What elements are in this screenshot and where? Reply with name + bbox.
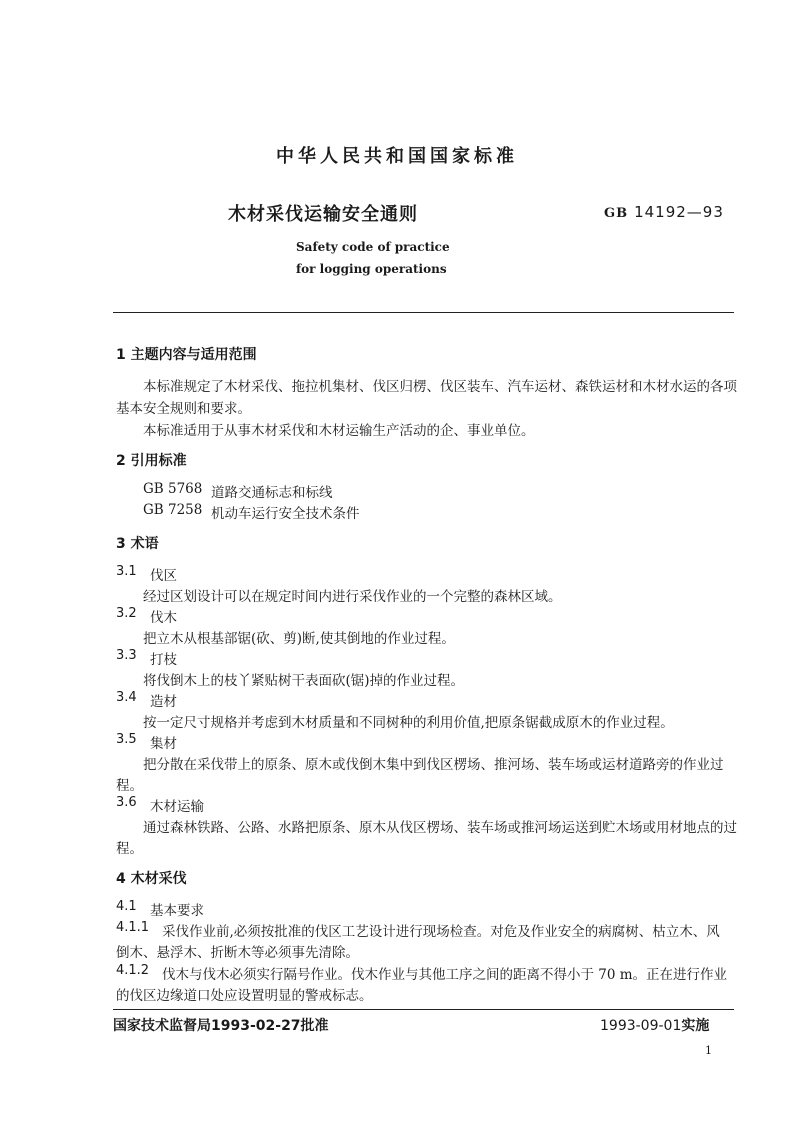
reference-2-name: 机动车运行安全技术条件 [211, 506, 360, 522]
section-4-heading: 4 木材采伐 [116, 871, 187, 887]
term-3-1-name: 伐区 [150, 568, 177, 584]
clause-4-1-1-number: 4.1.1 [116, 920, 150, 935]
effective-date: 1993-09-01 [600, 1018, 682, 1034]
term-3-6-number: 3.6 [116, 795, 137, 810]
effective-label: 实施 [681, 1018, 710, 1034]
section-1-paragraph-1b: 基本安全规则和要求。 [116, 401, 251, 417]
term-3-6-definition-b: 程。 [116, 841, 143, 857]
section-2-heading: 2 引用标准 [116, 453, 187, 469]
english-title-line1: Safety code of practice [296, 240, 450, 254]
reference-1-name: 道路交通标志和标线 [211, 485, 333, 501]
term-3-5-definition-b: 程。 [116, 778, 143, 794]
term-3-3-definition: 将伐倒木上的枝丫紧贴树干表面砍(锯)掉的作业过程。 [143, 673, 465, 689]
reference-2-code: GB 7258 [143, 502, 203, 518]
term-3-3-name: 打枝 [150, 652, 177, 668]
standard-number [604, 203, 724, 221]
clause-4-1-2-number: 4.1.2 [116, 963, 150, 978]
section-3-heading: 3 术语 [116, 536, 159, 552]
header-divider [113, 312, 734, 313]
term-3-6-definition-a: 通过森林铁路、公路、水路把原条、原木从伐区楞场、装车场或推河场运送到贮木场或用材地点的过 [143, 820, 737, 836]
term-3-5-number: 3.5 [116, 732, 137, 747]
term-3-2-name: 伐木 [150, 610, 177, 626]
effective-line [600, 1015, 709, 1035]
term-3-2-definition: 把立木从根基部锯(砍、剪)断,使其倒地的作业过程。 [143, 631, 455, 647]
reference-1-code: GB 5768 [143, 481, 203, 497]
section-1-paragraph-1a: 本标准规定了木材采伐、拖拉机集材、伐区归楞、伐区装车、汽车运材、森铁运材和木材水运的各项 [143, 379, 737, 395]
term-3-6-name: 木材运输 [150, 799, 204, 815]
clause-4-1-title: 基本要求 [150, 903, 204, 919]
term-3-1-definition: 经过区划设计可以在规定时间内进行采伐作业的一个完整的森林区域。 [143, 589, 562, 605]
term-3-5-name: 集材 [150, 736, 177, 752]
section-1-heading: 1 主题内容与适用范围 [116, 347, 257, 363]
term-3-2-number: 3.2 [116, 606, 137, 621]
term-3-1-number: 3.1 [116, 564, 137, 579]
document-title: 木材采伐运输安全通则 [228, 204, 418, 225]
standard-code: 14192—93 [634, 203, 724, 221]
section-1-paragraph-2: 本标准适用于从事木材采伐和木材运输生产活动的企、事业单位。 [143, 423, 535, 439]
english-title-line2: for logging operations [296, 262, 447, 276]
page-number: 1 [705, 1044, 712, 1057]
clause-4-1-number: 4.1 [116, 899, 137, 914]
footer-divider [113, 1009, 734, 1010]
standard-prefix: GB [604, 206, 629, 221]
clause-4-1-2-text-a: 伐木与伐木必须实行隔号作业。伐木作业与其他工序之间的距离不得小于 70 m。正在进行作业 [162, 967, 728, 983]
term-3-5-definition-a: 把分散在采伐带上的原条、原木或伐倒木集中到伐区楞场、推河场、装车场或运材道路旁的作业过 [143, 757, 724, 773]
national-standard-heading: 中华人民共和国国家标准 [276, 146, 518, 167]
clause-4-1-1-text-b: 倒木、悬浮木、折断木等必须事先清除。 [116, 945, 359, 961]
term-3-4-name: 造材 [150, 694, 177, 710]
approval-line: 国家技术监督局1993-02-27批准 [113, 1018, 329, 1034]
term-3-3-number: 3.3 [116, 648, 137, 663]
term-3-4-number: 3.4 [116, 690, 137, 705]
clause-4-1-1-text-a: 采伐作业前,必须按批准的伐区工艺设计进行现场检查。对危及作业安全的病腐树、枯立木、风 [162, 924, 720, 940]
clause-4-1-2-text-b: 的伐区边缘道口处应设置明显的警戒标志。 [116, 988, 373, 1004]
term-3-4-definition: 按一定尺寸规格并考虑到木材质量和不同树种的利用价值,把原条锯截成原木的作业过程。 [143, 715, 674, 731]
